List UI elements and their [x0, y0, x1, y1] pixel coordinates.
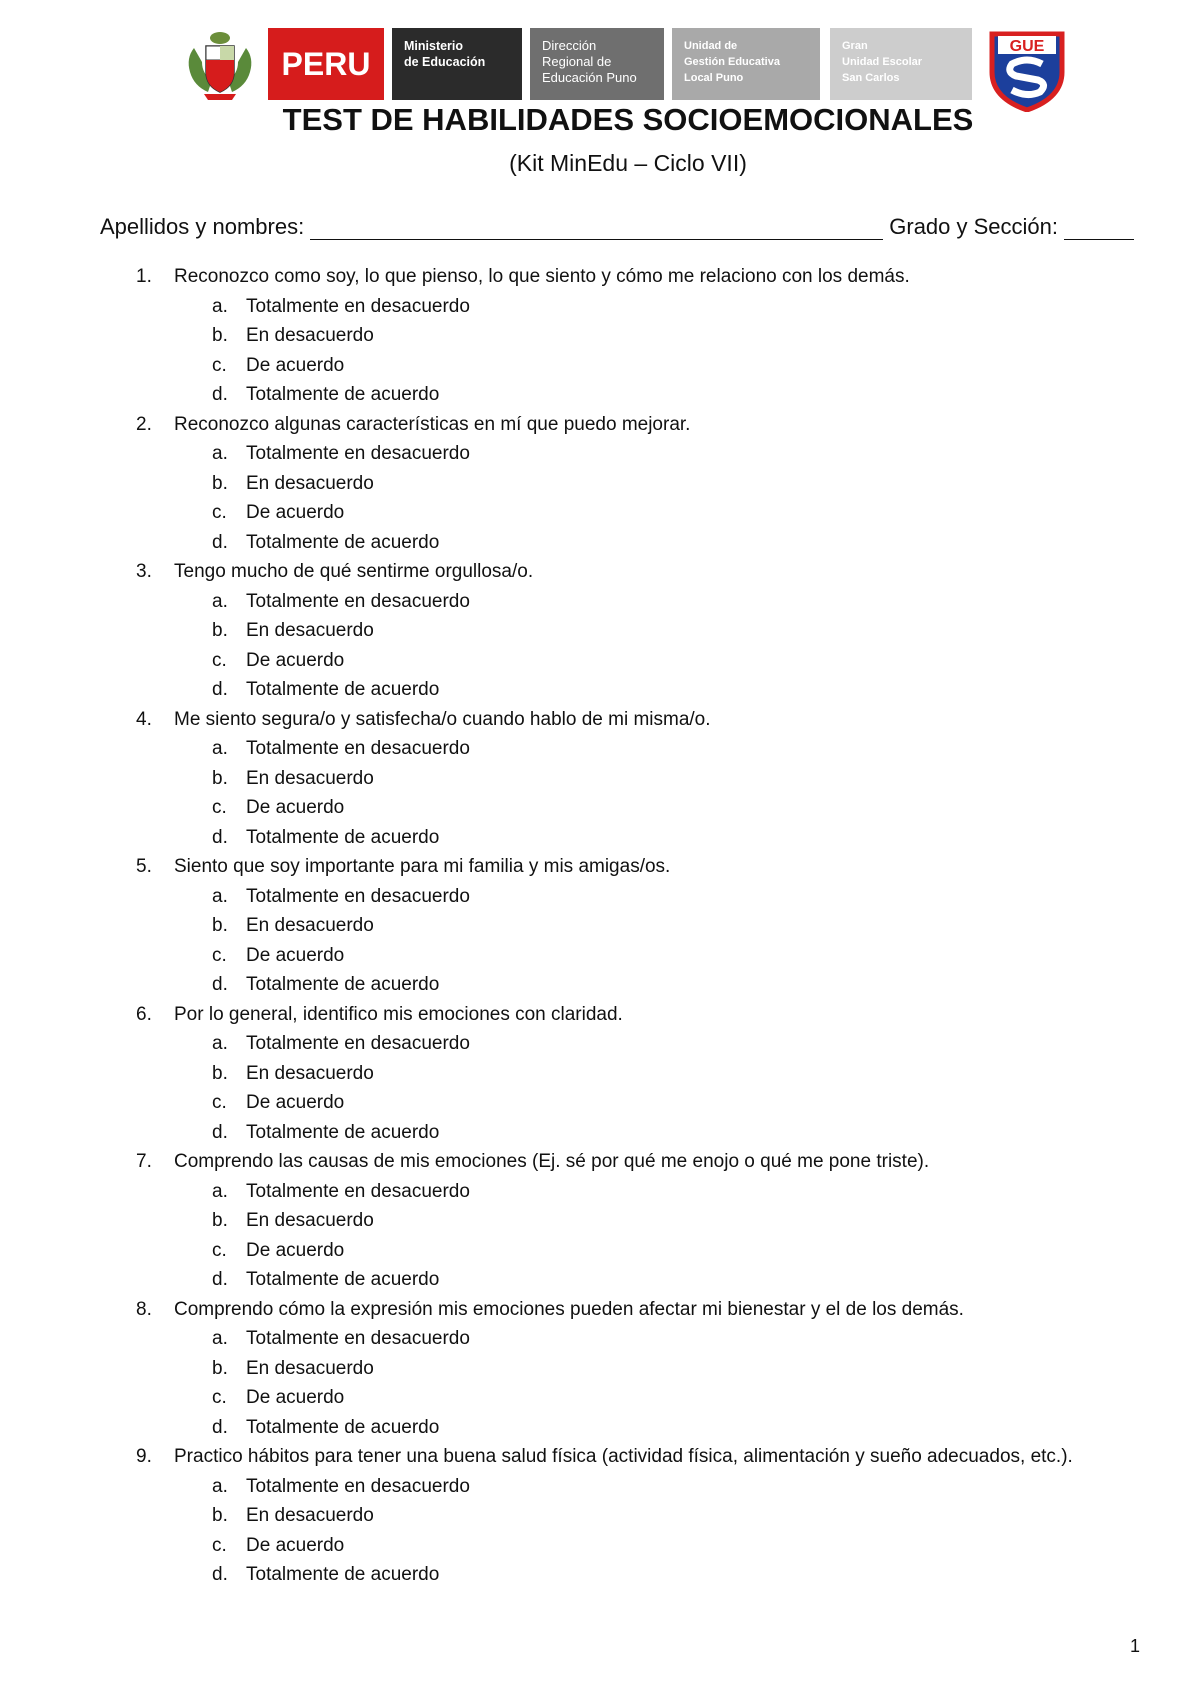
answer-option[interactable]: [0, 646, 1200, 676]
answer-option[interactable]: [0, 793, 1200, 823]
option-letter: d.: [212, 384, 228, 405]
question-statement: Siento que soy importante para mi familia y mis amigas/os.: [174, 856, 671, 877]
question-text: [0, 1000, 1200, 1030]
question-text: [0, 1295, 1200, 1325]
question-number: 7.: [136, 1151, 152, 1172]
answer-option[interactable]: [0, 1265, 1200, 1295]
option-text: Totalmente de acuerdo: [246, 531, 440, 553]
grade-blank-field[interactable]: [1064, 219, 1134, 240]
option-text: Totalmente en desacuerdo: [246, 1180, 470, 1202]
option-text: Totalmente de acuerdo: [246, 826, 440, 848]
option-text: En desacuerdo: [246, 472, 374, 494]
answer-option[interactable]: [0, 911, 1200, 941]
answer-option[interactable]: [0, 882, 1200, 912]
option-text: De acuerdo: [246, 1534, 345, 1556]
answer-option[interactable]: [0, 380, 1200, 410]
question-item: [0, 705, 1200, 853]
option-letter: c.: [212, 1239, 227, 1261]
answer-option[interactable]: [0, 498, 1200, 528]
option-text: Totalmente de acuerdo: [246, 679, 440, 700]
question-text: [0, 852, 1200, 882]
option-text: Totalmente de acuerdo: [246, 974, 440, 995]
name-label: Apellidos y nombres:: [100, 214, 305, 239]
option-text: En desacuerdo: [246, 325, 374, 346]
svg-text:GUE: GUE: [1009, 38, 1045, 55]
question-number: 9.: [136, 1446, 152, 1467]
question-number: 5.: [136, 856, 152, 877]
option-text: Totalmente en desacuerdo: [246, 590, 470, 612]
question-text: [0, 262, 1200, 292]
question-statement: Reconozco algunas características en mí que puedo mejorar.: [174, 413, 691, 435]
option-text: Totalmente de acuerdo: [246, 384, 440, 405]
answer-option[interactable]: [0, 823, 1200, 853]
answer-option[interactable]: [0, 321, 1200, 351]
option-letter: b.: [212, 1357, 228, 1379]
option-text: Totalmente de acuerdo: [246, 1416, 440, 1438]
option-text: De acuerdo: [246, 502, 345, 523]
option-text: Totalmente de acuerdo: [246, 1564, 440, 1585]
page-subtitle: (Kit MinEdu – Ciclo VII): [509, 150, 747, 176]
option-text: Totalmente en desacuerdo: [246, 738, 470, 759]
answer-option[interactable]: [0, 1383, 1200, 1413]
peru-logo: PERU: [268, 28, 384, 100]
option-letter: c.: [212, 502, 227, 523]
option-text: Totalmente de acuerdo: [246, 1269, 440, 1290]
option-letter: d.: [212, 974, 228, 995]
question-item: [0, 852, 1200, 1000]
option-text: De acuerdo: [246, 944, 345, 966]
question-item: [0, 262, 1200, 410]
answer-option[interactable]: [0, 1206, 1200, 1236]
answer-option[interactable]: [0, 1029, 1200, 1059]
ugel-logo: Unidad de Gestión Educativa Local Puno: [672, 28, 820, 100]
ministerio-logo: Ministerio de Educación: [392, 28, 522, 100]
answer-option[interactable]: [0, 1088, 1200, 1118]
option-text: En desacuerdo: [246, 1505, 374, 1526]
option-letter: c.: [212, 944, 227, 966]
option-letter: a.: [212, 295, 228, 317]
question-statement: Comprendo cómo la expresión mis emociones pueden afectar mi bienestar y el de los demás.: [174, 1298, 964, 1320]
option-text: En desacuerdo: [246, 620, 374, 641]
option-letter: c.: [212, 354, 227, 376]
option-text: Totalmente en desacuerdo: [246, 443, 470, 464]
option-text: Totalmente en desacuerdo: [246, 1033, 470, 1054]
option-letter: c.: [212, 1387, 227, 1408]
option-letter: b.: [212, 1210, 228, 1231]
option-letter: a.: [212, 738, 228, 759]
question-statement: Comprendo las causas de mis emociones (Ej. sé por qué me enojo o qué me pone triste).: [174, 1151, 930, 1172]
option-letter: a.: [212, 1180, 228, 1202]
option-letter: a.: [212, 1033, 228, 1054]
option-letter: d.: [212, 1564, 228, 1585]
answer-option[interactable]: [0, 941, 1200, 971]
answer-option[interactable]: [0, 439, 1200, 469]
question-item: [0, 1000, 1200, 1148]
option-letter: a.: [212, 590, 228, 612]
option-text: De acuerdo: [246, 354, 345, 376]
option-letter: d.: [212, 826, 228, 848]
answer-option[interactable]: [0, 351, 1200, 381]
answer-option[interactable]: [0, 675, 1200, 705]
option-letter: c.: [212, 1092, 227, 1113]
option-text: En desacuerdo: [246, 1357, 374, 1379]
question-text: [0, 410, 1200, 440]
question-text: [0, 1442, 1200, 1472]
question-item: [0, 1147, 1200, 1295]
answer-option[interactable]: [0, 1118, 1200, 1148]
answer-option[interactable]: [0, 1472, 1200, 1502]
question-statement: Me siento segura/o y satisfecha/o cuando hablo de mi misma/o.: [174, 708, 711, 730]
question-statement: Tengo mucho de qué sentirme orgullosa/o.: [174, 561, 534, 582]
answer-option[interactable]: [0, 1059, 1200, 1089]
answer-option[interactable]: [0, 1324, 1200, 1354]
option-text: En desacuerdo: [246, 915, 374, 936]
option-letter: d.: [212, 1269, 228, 1290]
dre-logo: Dirección Regional de Educación Puno: [530, 28, 664, 100]
student-info-line: [100, 214, 1134, 240]
coat-of-arms-icon: [184, 28, 256, 104]
question-list: [0, 262, 1200, 1590]
grade-label: Grado y Sección:: [889, 214, 1058, 239]
option-text: Totalmente en desacuerdo: [246, 1475, 470, 1497]
option-letter: b.: [212, 1505, 228, 1526]
question-item: [0, 1442, 1200, 1590]
question-number: 1.: [136, 266, 152, 287]
option-text: Totalmente en desacuerdo: [246, 295, 470, 317]
answer-option[interactable]: [0, 469, 1200, 499]
answer-option[interactable]: [0, 734, 1200, 764]
option-letter: b.: [212, 472, 228, 494]
logo-header: [184, 24, 1080, 110]
question-text: [0, 705, 1200, 735]
option-letter: a.: [212, 1475, 228, 1497]
question-number: 4.: [136, 708, 152, 730]
question-statement: Por lo general, identifico mis emociones con claridad.: [174, 1003, 623, 1025]
option-letter: a.: [212, 1328, 228, 1349]
option-letter: a.: [212, 443, 228, 464]
answer-option[interactable]: [0, 528, 1200, 558]
answer-option[interactable]: [0, 1236, 1200, 1266]
question-number: 6.: [136, 1003, 152, 1025]
answer-option[interactable]: [0, 1354, 1200, 1384]
answer-option[interactable]: [0, 1501, 1200, 1531]
option-text: De acuerdo: [246, 797, 345, 818]
page-number: 1: [1130, 1636, 1141, 1656]
answer-option[interactable]: [0, 616, 1200, 646]
option-letter: d.: [212, 1416, 228, 1438]
option-letter: c.: [212, 649, 227, 671]
option-text: En desacuerdo: [246, 767, 374, 789]
question-item: [0, 1295, 1200, 1443]
answer-option[interactable]: [0, 1531, 1200, 1561]
option-letter: d.: [212, 531, 228, 553]
answer-option[interactable]: [0, 1177, 1200, 1207]
option-text: De acuerdo: [246, 649, 345, 671]
option-text: En desacuerdo: [246, 1062, 374, 1084]
answer-option[interactable]: [0, 1413, 1200, 1443]
option-letter: d.: [212, 1121, 228, 1143]
question-number: 8.: [136, 1298, 152, 1320]
option-text: De acuerdo: [246, 1387, 345, 1408]
option-text: Totalmente en desacuerdo: [246, 1328, 470, 1349]
question-number: 2.: [136, 413, 152, 435]
question-text: [0, 1147, 1200, 1177]
option-text: Totalmente de acuerdo: [246, 1121, 440, 1143]
answer-option[interactable]: [0, 970, 1200, 1000]
option-letter: c.: [212, 797, 227, 818]
question-item: [0, 557, 1200, 705]
option-text: De acuerdo: [246, 1239, 345, 1261]
option-letter: b.: [212, 915, 228, 936]
question-statement: Practico hábitos para tener una buena salud física (actividad física, alimentación y sueño adecuados, etc.).: [174, 1446, 1073, 1467]
question-item: [0, 410, 1200, 558]
option-letter: a.: [212, 885, 228, 907]
option-letter: b.: [212, 1062, 228, 1084]
gue-logo: Gran Unidad Escolar San Carlos: [830, 28, 972, 100]
option-letter: d.: [212, 679, 228, 700]
option-letter: b.: [212, 620, 228, 641]
question-statement: Reconozco como soy, lo que pienso, lo que siento y cómo me relaciono con los demás.: [174, 266, 910, 287]
question-text: [0, 557, 1200, 587]
option-text: En desacuerdo: [246, 1210, 374, 1231]
page-title: TEST DE HABILIDADES SOCIOEMOCIONALES: [282, 102, 974, 137]
answer-option[interactable]: [0, 1560, 1200, 1590]
option-letter: b.: [212, 325, 228, 346]
question-number: 3.: [136, 561, 152, 582]
answer-option[interactable]: [0, 587, 1200, 617]
option-letter: b.: [212, 767, 228, 789]
option-text: De acuerdo: [246, 1092, 345, 1113]
school-shield-icon: [986, 24, 1068, 112]
answer-option[interactable]: [0, 292, 1200, 322]
answer-option[interactable]: [0, 764, 1200, 794]
option-text: Totalmente en desacuerdo: [246, 885, 470, 907]
name-blank-field[interactable]: [310, 219, 883, 240]
option-letter: c.: [212, 1534, 227, 1556]
